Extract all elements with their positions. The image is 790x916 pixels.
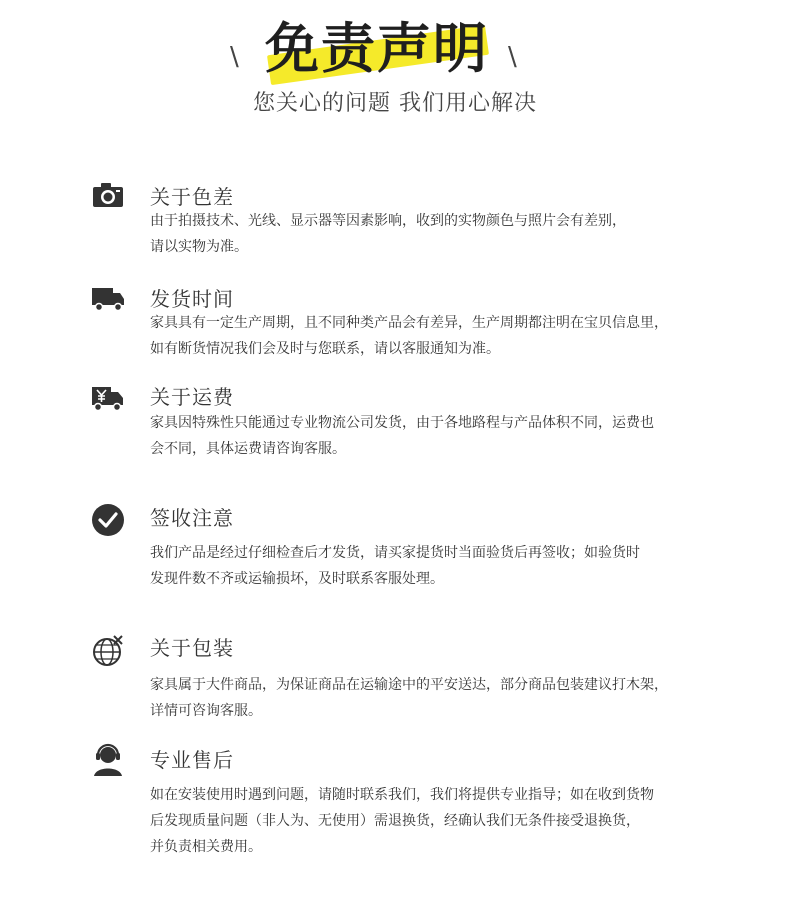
section-title: 关于色差 xyxy=(150,185,234,209)
page-title: 免责声明 xyxy=(265,17,489,80)
section-body xyxy=(150,208,710,260)
decorative-slash-left: \ xyxy=(230,42,239,72)
section-body xyxy=(150,672,710,724)
decorative-slash-right: \ xyxy=(508,42,517,72)
globe-package-icon xyxy=(90,632,126,668)
delivery-truck-icon xyxy=(90,280,126,316)
section-body xyxy=(150,782,710,860)
yuan-truck-icon xyxy=(90,380,126,416)
section-line: 详情可咨询客服。 xyxy=(150,703,262,719)
section-line: 家具因特殊性只能通过专业物流公司发货，由于各地路程与产品体积不同，运费也 xyxy=(150,415,654,431)
section-title: 关于包装 xyxy=(150,636,234,660)
section-body xyxy=(150,410,710,462)
section-body xyxy=(150,310,710,362)
section-line: 会不同，具体运费请咨询客服。 xyxy=(150,441,346,457)
customer-service-icon xyxy=(90,742,126,778)
section-line: 后发现质量问题（非人为、无使用）需退换货，经确认我们无条件接受退换货， xyxy=(150,813,640,829)
section-line: 并负责相关费用。 xyxy=(150,839,262,855)
section-line: 发现件数不齐或运输损坏，及时联系客服处理。 xyxy=(150,571,444,587)
section-line: 如在安装使用时遇到问题，请随时联系我们，我们将提供专业指导；如在收到货物 xyxy=(150,787,654,803)
section-line: 由于拍摄技术、光线、显示器等因素影响，收到的实物颜色与照片会有差别， xyxy=(150,213,626,229)
page-subtitle: 您关心的问题 我们用心解决 xyxy=(253,91,537,116)
section-title: 专业售后 xyxy=(150,748,234,772)
checkmark-circle-icon xyxy=(90,502,126,538)
section-line: 我们产品是经过仔细检查后才发货，请买家提货时当面验货后再签收；如验货时 xyxy=(150,545,640,561)
header xyxy=(0,0,790,130)
section-line: 家具具有一定生产周期，且不同种类产品会有差异，生产周期都注明在宝贝信息里， xyxy=(150,315,668,331)
section-line: 如有断货情况我们会及时与您联系，请以客服通知为准。 xyxy=(150,341,500,357)
section-title: 关于运费 xyxy=(150,385,234,409)
section-title: 发货时间 xyxy=(150,287,234,311)
camera-icon xyxy=(90,178,126,214)
section-body xyxy=(150,540,710,592)
section-title: 签收注意 xyxy=(150,506,234,530)
title-block xyxy=(262,14,492,84)
section-line: 请以实物为准。 xyxy=(150,239,248,255)
section-line: 家具属于大件商品，为保证商品在运输途中的平安送达，部分商品包装建议打木架， xyxy=(150,677,668,693)
